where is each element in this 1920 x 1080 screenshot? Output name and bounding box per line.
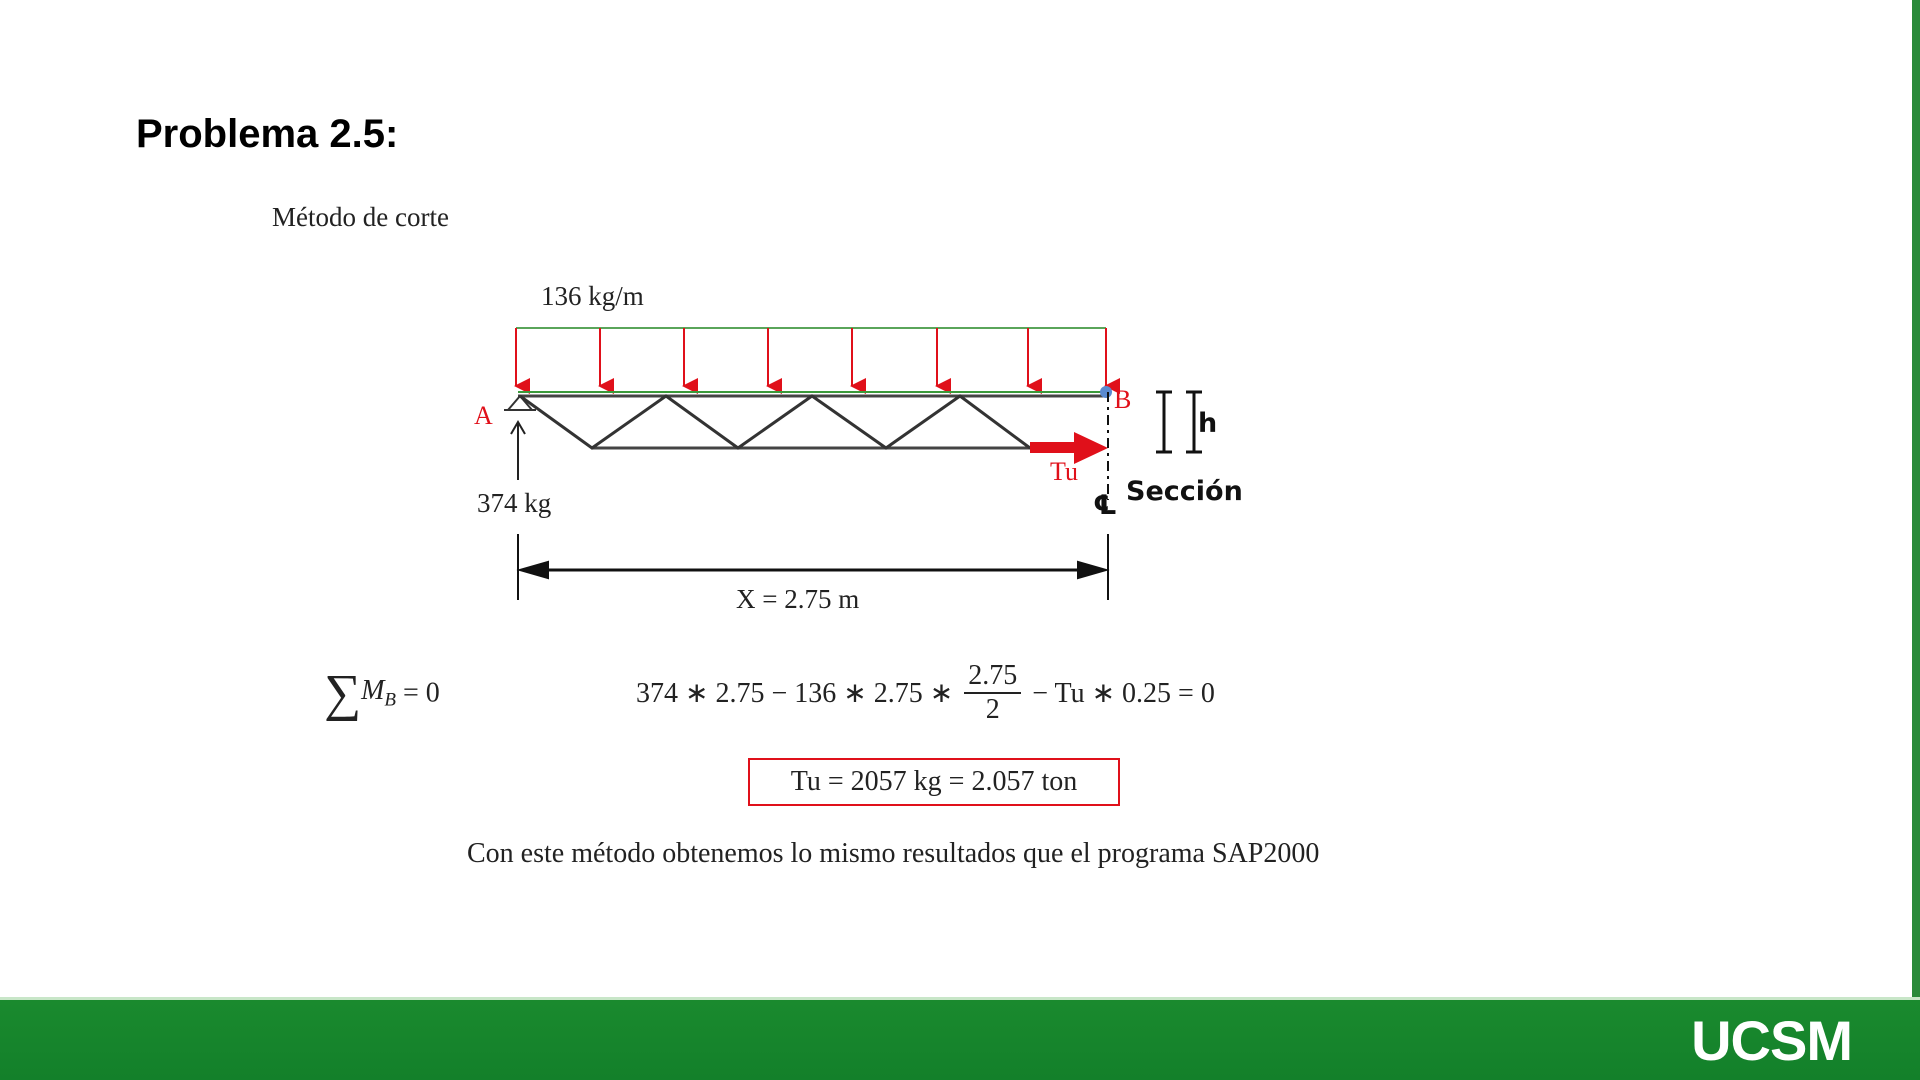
centerline-symbol: ℄ bbox=[1093, 490, 1118, 521]
load-arrows bbox=[516, 328, 1106, 386]
sum-moment-rhs: = 0 bbox=[396, 677, 440, 709]
height-dimension bbox=[1156, 392, 1202, 452]
fraction bbox=[964, 660, 1021, 726]
truss-diagonals bbox=[520, 396, 1040, 448]
section-label: Sección bbox=[1126, 476, 1243, 507]
height-label: h bbox=[1198, 408, 1218, 439]
fraction-denominator: 2 bbox=[985, 694, 1000, 725]
slide-subtitle: Método de corte bbox=[272, 202, 449, 232]
equation-left: 374 ∗ 2.75 − 136 ∗ 2.75 ∗ bbox=[636, 678, 954, 709]
equation-right: − Tu ∗ 0.25 = 0 bbox=[1032, 678, 1215, 709]
sum-moment-subscript: B bbox=[384, 689, 397, 711]
ucsm-logo: UCSM bbox=[1691, 1009, 1852, 1072]
result-box: Tu = 2057 kg = 2.057 ton bbox=[748, 758, 1120, 806]
reaction-label: 374 kg bbox=[477, 488, 552, 518]
right-edge-bar bbox=[1912, 0, 1920, 1000]
slide-title: Problema 2.5: bbox=[136, 112, 399, 156]
load-label: 136 kg/m bbox=[541, 281, 644, 311]
fraction-numerator: 2.75 bbox=[964, 660, 1021, 694]
point-b-label: B bbox=[1114, 385, 1132, 414]
point-a-label: A bbox=[474, 401, 493, 430]
moment-equation bbox=[636, 660, 1215, 726]
footer-bar bbox=[0, 1000, 1920, 1080]
sum-moments-equation: $\sum M_B = 0$ bbox=[324, 665, 440, 722]
point-b-node bbox=[1100, 386, 1112, 398]
sum-symbol: ∑ bbox=[324, 665, 362, 722]
span-label: X = 2.75 m bbox=[736, 584, 860, 614]
tu-label: Tu bbox=[1050, 457, 1078, 486]
conclusion-text: Con este método obtenemos lo mismo resultados que el programa SAP2000 bbox=[467, 838, 1320, 869]
